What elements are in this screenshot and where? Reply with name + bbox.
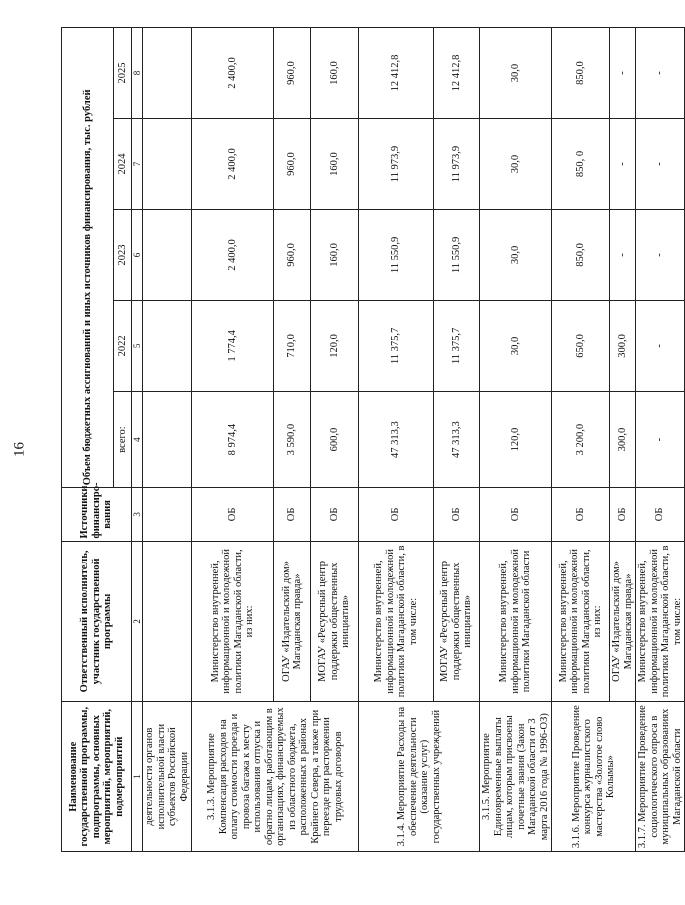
header-executor: Ответственный исполнитель, участник государственной программы [62,541,132,702]
row-2022: - [636,300,685,391]
row-source: ОБ [434,488,480,541]
row-name: 3.1.4. Мероприятие Расходы на обеспечение деятельности (оказание услуг) государственных учреждений [359,702,480,852]
header-2022: 2022 [114,300,132,391]
row-executor: Министерство внутренней, информационной и молодежной политики Магаданской области, в том числе: [359,541,434,702]
table-row [192,28,274,852]
row-name: 3.1.7. Мероприятие Проведение социологического опроса в муниципальных образованиях Магаданской области [636,702,685,852]
funding-table [61,27,685,852]
row-2022: 11 375,7 [359,300,434,391]
row-name: 3.1.6. Мероприятие Проведение конкурса журналистского мастерства «Золотое слово Колымы» [552,702,636,852]
table-row [480,28,552,852]
row-2023: - [636,209,685,300]
row-total: 120,0 [480,391,552,487]
row-2025: 12 412,8 [434,28,480,119]
page-number: 16 [11,442,28,457]
row-2022: 30,0 [480,300,552,391]
row-source: ОБ [192,488,274,541]
row-2024: 11 973,9 [434,119,480,210]
row-2022: 300,0 [610,300,636,391]
row-2022 [143,300,192,391]
index-cell: 7 [132,119,143,210]
row-2023: 2 400,0 [192,209,274,300]
row-2024: 960,0 [274,119,311,210]
row-2022: 650,0 [552,300,610,391]
row-total: 3 590,0 [274,391,311,487]
row-total: - [636,391,685,487]
header-2025: 2025 [114,28,132,119]
row-name: 3.1.5. Мероприятие Единовременные выплаты лицам, которым присвоены почетные звания (Закон Магаданской области от 3 марта 2016 года № 1996-ОЗ) [480,702,552,852]
header-name: Наименование государственной программы, подпрограммы, основных мероприятий, мероприятий, подмероприятий [62,702,132,852]
index-cell: 8 [132,28,143,119]
header-row-1 [62,28,114,852]
header-funding: Объем бюджетных ассигнований и иных источников финансирования, тыс. рублей [62,28,114,488]
row-2023 [143,209,192,300]
row-2025: - [636,28,685,119]
row-2023: - [610,209,636,300]
row-2024: - [636,119,685,210]
row-total: 47 313,3 [359,391,434,487]
row-executor: МОГАУ «Ресурсный центр поддержки общественных инициатив» [434,541,480,702]
header-total: всего: [114,391,132,487]
row-2024: 11 973,9 [359,119,434,210]
row-total: 300,0 [610,391,636,487]
rotated-table-wrapper [61,27,683,852]
table-row [552,28,610,852]
row-total: 8 974,4 [192,391,274,487]
index-cell: 4 [132,391,143,487]
row-total [143,391,192,487]
row-2025: 960,0 [274,28,311,119]
row-2022: 710,0 [274,300,311,391]
row-source: ОБ [552,488,610,541]
row-executor: ОГАУ «Издательский дом» Магаданская правда» [274,541,311,702]
row-2024: 2 400,0 [192,119,274,210]
row-total: 47 313,3 [434,391,480,487]
row-name: деятельности органов исполнительной власти субъектов Российской Федерации [143,702,192,852]
row-executor: Министерство внутренней, информационной и молодежной политики Магаданской области, в том числе: [636,541,685,702]
row-2025 [143,28,192,119]
index-cell: 6 [132,209,143,300]
row-executor: Министерство внутренней, информационной и молодежной политики Магаданской области, из них: [552,541,610,702]
row-2025: 850,0 [552,28,610,119]
row-source: ОБ [311,488,359,541]
header-2023: 2023 [114,209,132,300]
row-2023: 160,0 [311,209,359,300]
row-2022: 1 774,4 [192,300,274,391]
row-2025: - [610,28,636,119]
row-2024 [143,119,192,210]
row-2023: 850,0 [552,209,610,300]
row-2025: 160,0 [311,28,359,119]
row-executor: Министерство внутренней, информационной и молодежной политики Магаданской области, из них: [192,541,274,702]
row-2025: 30,0 [480,28,552,119]
index-row [132,28,143,852]
row-executor: Министерство внутренней, информационной и молодежной политики Магаданской области [480,541,552,702]
row-2023: 11 550,9 [359,209,434,300]
row-source: ОБ [274,488,311,541]
row-total: 600,0 [311,391,359,487]
row-2023: 11 550,9 [434,209,480,300]
row-executor [143,541,192,702]
row-2024: 30,0 [480,119,552,210]
row-name: 3.1.3. Мероприятие Компенсация расходов на оплату стоимости проезда и провоза багажа к месту использования отпуска и обратно лицам, работающим в организациях, финансируемых из областного бюджета, расположенных в районах Крайнего Севера, а также при переезде при расторжении трудовых договоров [192,702,359,852]
row-source: ОБ [636,488,685,541]
row-source: ОБ [610,488,636,541]
row-2024: 850, 0 [552,119,610,210]
row-source: ОБ [480,488,552,541]
table-row [143,28,192,852]
row-2024: 160,0 [311,119,359,210]
table-row [636,28,685,852]
row-2025: 2 400,0 [192,28,274,119]
row-2022: 120,0 [311,300,359,391]
row-2023: 30,0 [480,209,552,300]
header-2024: 2024 [114,119,132,210]
row-2025: 12 412,8 [359,28,434,119]
row-executor: ОГАУ «Издательский дом» Магаданская правда» [610,541,636,702]
row-2023: 960,0 [274,209,311,300]
index-cell: 1 [132,702,143,852]
index-cell: 3 [132,488,143,541]
row-source: ОБ [359,488,434,541]
table-row [359,28,434,852]
index-cell: 2 [132,541,143,702]
row-total: 3 200,0 [552,391,610,487]
row-2022: 11 375,7 [434,300,480,391]
header-source: Источники финансиро-вания [62,488,132,541]
row-source [143,488,192,541]
index-cell: 5 [132,300,143,391]
row-2024: - [610,119,636,210]
row-executor: МОГАУ «Ресурсный центр поддержки общественных инициатив» [311,541,359,702]
